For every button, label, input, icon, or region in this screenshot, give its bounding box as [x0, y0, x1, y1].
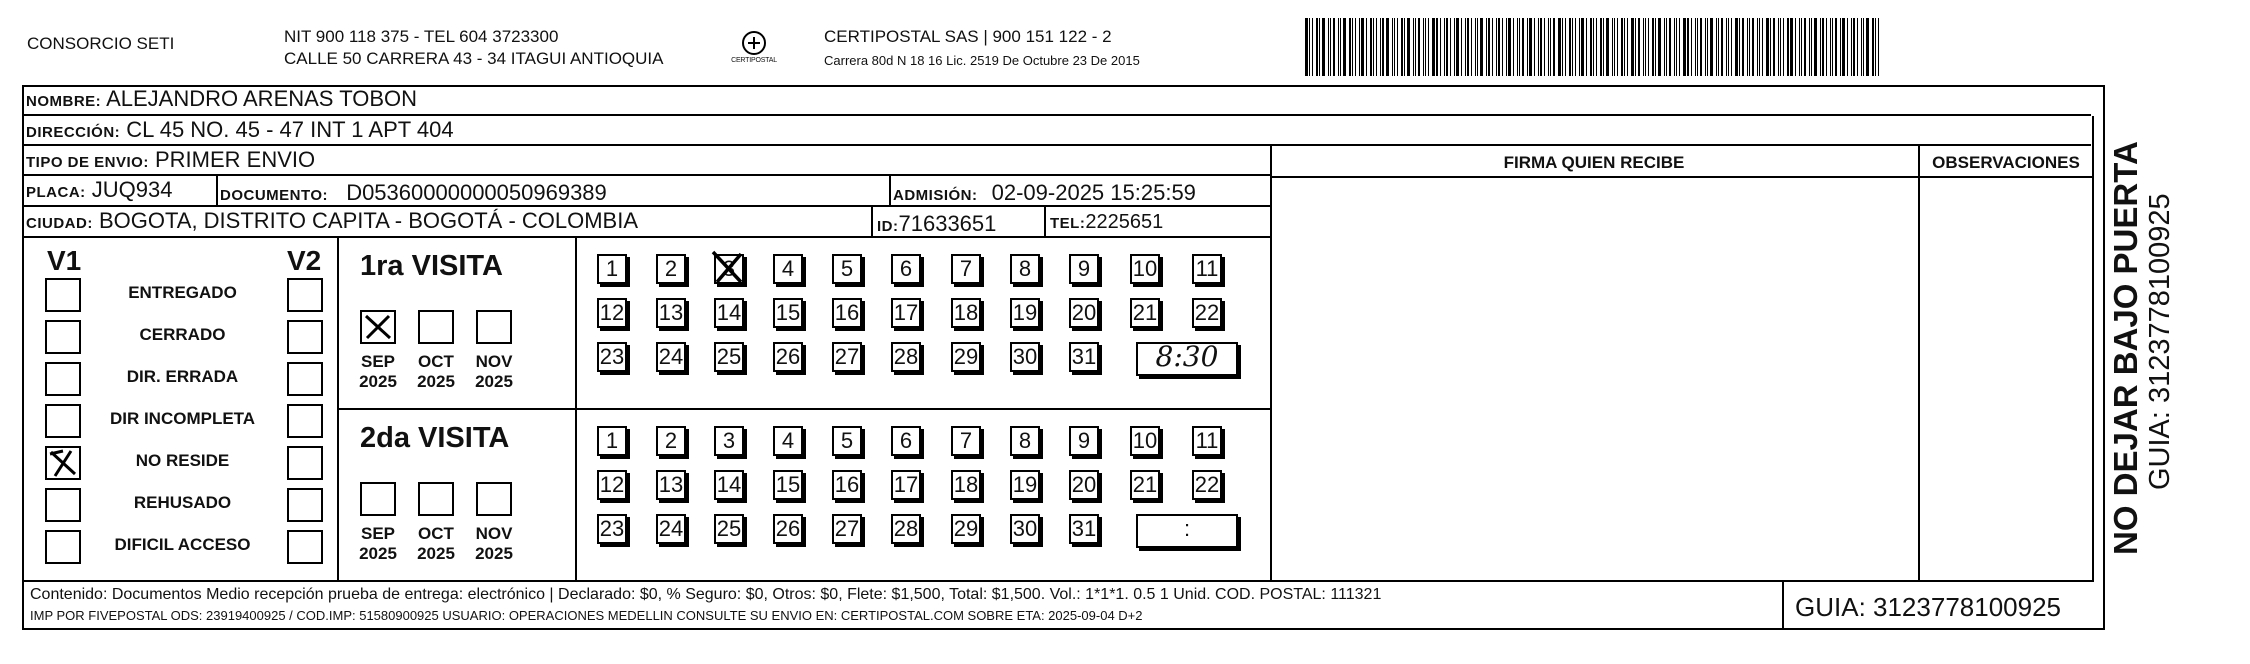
ciudad-row: CIUDAD: BOGOTA, DISTRITO CAPITA - BOGOTÁ - COLOMBIA	[22, 207, 1272, 238]
day-box[interactable]: 15	[773, 298, 803, 328]
admision-field: ADMISIÓN: 02-09-2025 15:25:59	[893, 180, 1196, 205]
company-name: CONSORCIO SETI	[27, 34, 175, 53]
day-box[interactable]: 11	[1192, 426, 1222, 456]
v1-checkbox-dificil-acceso[interactable]	[45, 530, 81, 564]
license-line: Carrera 80d N 18 16 Lic. 2519 De Octubre 23 De 2015	[824, 53, 1140, 68]
v1-header: V1	[47, 245, 82, 276]
day-box[interactable]: 10	[1130, 426, 1160, 456]
day-box[interactable]: 24	[656, 514, 686, 544]
address-line: CALLE 50 CARRERA 43 - 34 ITAGUI ANTIOQUIA	[284, 49, 664, 68]
v2-checkbox-dificil-acceso[interactable]	[287, 530, 323, 564]
shipping-type: PRIMER ENVIO	[154, 147, 316, 172]
v2-checkbox-dir-errada[interactable]	[287, 362, 323, 396]
nit-line: NIT 900 118 375 - TEL 604 3723300	[284, 27, 559, 46]
day-box[interactable]: 20	[1069, 470, 1099, 500]
day-box[interactable]: 17	[891, 470, 921, 500]
footer-guia: GUIA: 3123778100925	[1795, 592, 2061, 622]
recipient-name: ALEJANDRO ARENAS TOBON	[106, 86, 418, 111]
v2-checkbox-dir-incompleta[interactable]	[287, 404, 323, 438]
day-box[interactable]: 27	[832, 514, 862, 544]
tipo-row: TIPO DE ENVIO: PRIMER ENVIO	[22, 146, 1272, 176]
city: BOGOTA, DISTRITO CAPITA - BOGOTÁ - COLOMBIA	[98, 208, 639, 233]
day-box[interactable]: 7	[951, 254, 981, 284]
observaciones-header: OBSERVACIONES	[1932, 153, 2080, 172]
status-label: ENTREGADO	[128, 283, 237, 302]
month-oct	[411, 352, 461, 392]
day-box[interactable]: 9	[1069, 426, 1099, 456]
v2-checkbox-no-reside[interactable]	[287, 446, 323, 480]
day-box[interactable]: 21	[1130, 298, 1160, 328]
day-box[interactable]: 13	[656, 298, 686, 328]
day-box[interactable]: 18	[951, 470, 981, 500]
footer-imp: IMP POR FIVEPOSTAL ODS: 23919400925 / COD.IMP: 51580900925 USUARIO: OPERACIONES MEDELLIN CONSULTE SU ENVIO EN: CERTIPOSTAL.COM SOBRE ETA: 2025-09-04 D+2	[30, 608, 1143, 623]
day-box[interactable]: 31	[1069, 514, 1099, 544]
year-label: 2025	[475, 544, 513, 563]
day-box[interactable]: 22	[1192, 470, 1222, 500]
year-label: 2025	[417, 372, 455, 391]
day-box[interactable]: 3	[714, 254, 744, 284]
day-box[interactable]: 17	[891, 298, 921, 328]
day-box[interactable]: 23	[597, 514, 627, 544]
day-box[interactable]: 4	[773, 254, 803, 284]
day-box[interactable]: 27	[832, 342, 862, 372]
month-checkbox-sep[interactable]	[360, 310, 396, 344]
id-field: ID:71633651	[877, 211, 997, 236]
footer-contenido: Contenido: Documentos Medio recepción prueba de entrega: electrónico | Declarado: $0, % Seguro: $0, Otros: $0, Flete: $1,500, Total: $1,500. Vol.: 1*1*1. 0.5 1 Unid. COD. POSTAL: 111321	[30, 586, 1382, 603]
month-checkbox-sep[interactable]	[360, 482, 396, 516]
document-number: D05360000000050969389	[346, 180, 607, 205]
status-label: REHUSADO	[133, 493, 232, 512]
month-label: OCT	[418, 352, 454, 371]
day-box[interactable]: 24	[656, 342, 686, 372]
barcode	[1305, 18, 1938, 76]
v1-checkbox-cerrado[interactable]	[45, 320, 81, 354]
day-box[interactable]: 13	[656, 470, 686, 500]
month-label: SEP	[360, 352, 396, 371]
day-box[interactable]: 30	[1010, 514, 1040, 544]
year-label: 2025	[475, 372, 513, 391]
month-checkbox-oct[interactable]	[418, 482, 454, 516]
month-label: NOV	[475, 524, 513, 543]
day-box[interactable]: 6	[891, 254, 921, 284]
status-label: DIR INCOMPLETA	[109, 409, 256, 428]
day-box[interactable]: 8	[1010, 254, 1040, 284]
visit-time-2[interactable]: :	[1136, 514, 1238, 548]
placa-row: PLACA: JUQ934	[22, 176, 1272, 207]
day-box[interactable]: 19	[1010, 298, 1040, 328]
day-box[interactable]: 10	[1130, 254, 1160, 284]
day-box[interactable]: 26	[773, 342, 803, 372]
no-dejar-bajo-puerta: NO DEJAR BAJO PUERTA	[2107, 141, 2144, 555]
day-box[interactable]: 28	[891, 514, 921, 544]
status-label: NO RESIDE	[135, 451, 230, 470]
month-nov	[469, 524, 519, 564]
v2-checkbox-rehusado[interactable]	[287, 488, 323, 522]
tel-value: 2225651	[1085, 211, 1164, 233]
day-box[interactable]: 25	[714, 514, 744, 544]
direccion-row: DIRECCIÓN: CL 45 NO. 45 - 47 INT 1 APT 404	[22, 116, 2091, 146]
signature-area[interactable]	[1272, 178, 1918, 578]
day-box[interactable]: 9	[1069, 254, 1099, 284]
day-box[interactable]: 2	[656, 254, 686, 284]
day-box[interactable]: 18	[951, 298, 981, 328]
month-oct	[411, 524, 461, 564]
month-checkbox-oct[interactable]	[418, 310, 454, 344]
day-box[interactable]: 8	[1010, 426, 1040, 456]
day-box[interactable]: 1	[597, 254, 627, 284]
month-checkbox-nov[interactable]	[476, 482, 512, 516]
day-box[interactable]: 21	[1130, 470, 1160, 500]
day-box[interactable]: 30	[1010, 342, 1040, 372]
plate: JUQ934	[91, 177, 173, 202]
year-label: 2025	[417, 544, 455, 563]
day-box[interactable]: 5	[832, 426, 862, 456]
month-checkbox-nov[interactable]	[476, 310, 512, 344]
day-box[interactable]: 16	[832, 298, 862, 328]
day-box[interactable]: 3	[714, 426, 744, 456]
day-box[interactable]: 1	[597, 426, 627, 456]
status-label: DIFICIL ACCESO	[114, 535, 251, 554]
month-label: NOV	[475, 352, 513, 371]
visit-title-2: 2da VISITA	[360, 422, 510, 454]
day-box[interactable]: 7	[951, 426, 981, 456]
v2-header: V2	[287, 245, 322, 276]
day-box[interactable]: 6	[891, 426, 921, 456]
month-sep	[353, 352, 403, 392]
month-label: SEP	[360, 524, 396, 543]
visit-title-1: 1ra VISITA	[360, 250, 503, 282]
v1-checkbox-rehusado[interactable]	[45, 488, 81, 522]
visit-time-1[interactable]: 8:30	[1136, 342, 1238, 376]
side-guia: GUIA: 3123778100925	[2144, 193, 2176, 490]
certipostal-logo	[728, 28, 780, 70]
day-box[interactable]: 12	[597, 298, 627, 328]
status-label: CERRADO	[139, 325, 226, 344]
day-box[interactable]: 22	[1192, 298, 1222, 328]
day-box[interactable]: 20	[1069, 298, 1099, 328]
day-box[interactable]: 19	[1010, 470, 1040, 500]
carrier-line: CERTIPOSTAL SAS | 900 151 122 - 2	[824, 27, 1112, 46]
month-nov	[469, 352, 519, 392]
day-box[interactable]: 12	[597, 470, 627, 500]
year-label: 2025	[359, 372, 397, 391]
day-box[interactable]: 25	[714, 342, 744, 372]
year-label: 2025	[359, 544, 397, 563]
tel-field: TEL:2225651	[1050, 211, 1164, 233]
month-sep	[353, 524, 403, 564]
v2-checkbox-entregado[interactable]	[287, 278, 323, 312]
v1-checkbox-dir-incompleta[interactable]	[45, 404, 81, 438]
v1-checkbox-no-reside[interactable]	[45, 446, 81, 480]
day-box[interactable]: 5	[832, 254, 862, 284]
day-box[interactable]: 31	[1069, 342, 1099, 372]
day-box[interactable]: 29	[951, 342, 981, 372]
day-box[interactable]: 28	[891, 342, 921, 372]
day-box[interactable]: 23	[597, 342, 627, 372]
id-value: 71633651	[898, 211, 997, 236]
month-label: OCT	[418, 524, 454, 543]
logo-text: CERTIPOSTAL	[731, 57, 777, 64]
day-box[interactable]: 14	[714, 470, 744, 500]
admission-date: 02-09-2025 15:25:59	[991, 180, 1196, 205]
day-box[interactable]: 26	[773, 514, 803, 544]
day-box[interactable]: 16	[832, 470, 862, 500]
v2-checkbox-cerrado[interactable]	[287, 320, 323, 354]
recipient-address: CL 45 NO. 45 - 47 INT 1 APT 404	[126, 117, 454, 142]
status-label: DIR. ERRADA	[126, 367, 239, 386]
day-box[interactable]: 29	[951, 514, 981, 544]
day-box[interactable]: 15	[773, 470, 803, 500]
v1-checkbox-dir-errada[interactable]	[45, 362, 81, 396]
nombre-row: NOMBRE: ALEJANDRO ARENAS TOBON	[22, 85, 2091, 116]
day-box[interactable]: 2	[656, 426, 686, 456]
observations-area[interactable]	[1920, 178, 2092, 578]
v1-checkbox-entregado[interactable]	[45, 278, 81, 312]
documento-field: DOCUMENTO: D05360000000050969389	[220, 180, 607, 205]
firma-header: FIRMA QUIEN RECIBE	[1503, 153, 1685, 172]
day-box[interactable]: 14	[714, 298, 744, 328]
day-box[interactable]: 4	[773, 426, 803, 456]
day-box[interactable]: 11	[1192, 254, 1222, 284]
